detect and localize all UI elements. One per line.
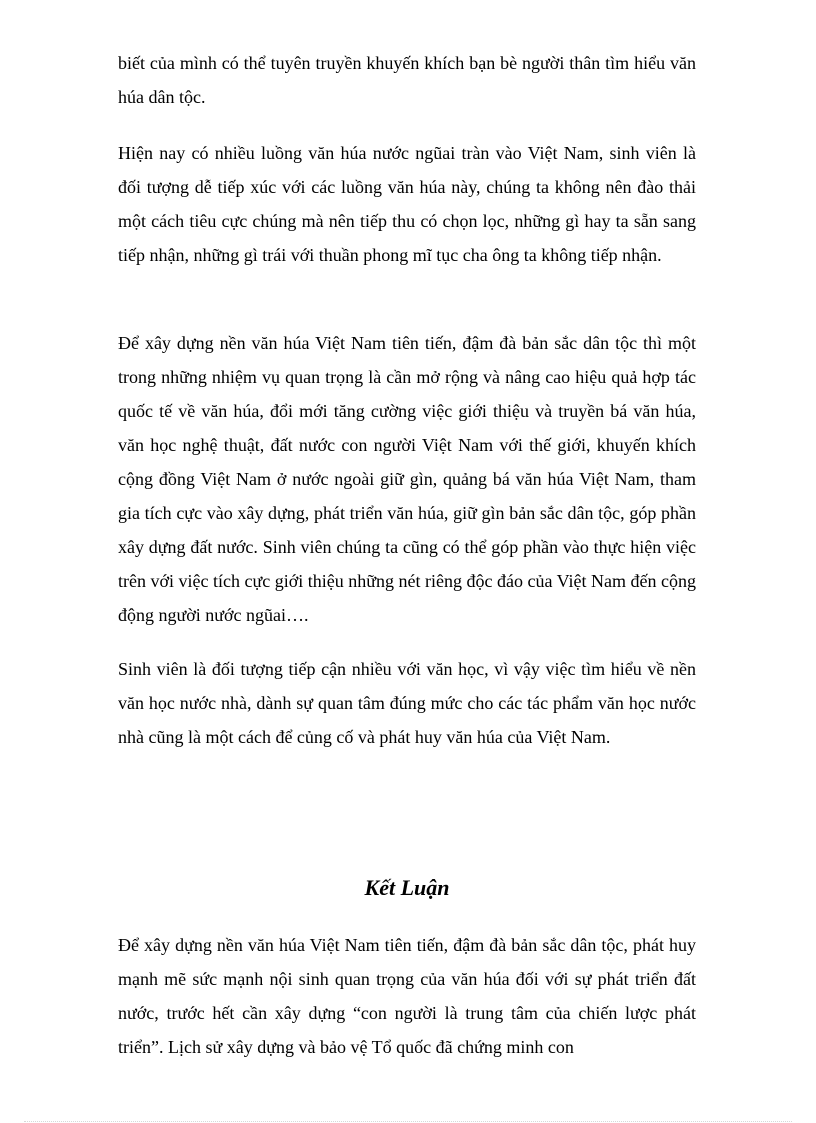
paragraph-literature	[118, 652, 696, 754]
paragraph-conclusion	[118, 928, 696, 1064]
paragraph-text: Hiện nay có nhiều luồng văn húa nước ngũai tràn vào Việt Nam, sinh viên là đối tượng dễ tiếp xúc với các luồng văn húa này, chúng ta không nên đào thải một cách tiêu cực chúng mà nên tiếp thu có chọn lọc, những gì hay ta sẵn sang tiếp nhận, những gì trái với thuần phong mĩ tục cha ông ta không tiếp nhận.	[118, 143, 696, 265]
paragraph-continued	[118, 46, 696, 114]
paragraph-text: Để xây dựng nền văn húa Việt Nam tiên tiến, đậm đà bản sắc dân tộc, phát huy mạnh mẽ sức mạnh nội sinh quan trọng của văn húa đối với sự phát triển đất nước, trước hết cần xây dựng “con người là trung tâm của chiến lược phát triển”. Lịch sử xây dựng và bảo vệ Tổ quốc đã chứng minh con	[118, 935, 696, 1057]
paragraph-international-cooperation	[118, 326, 696, 632]
paragraph-foreign-culture	[118, 136, 696, 272]
paragraph-text: Sinh viên là đối tượng tiếp cận nhiều với văn học, vì vậy việc tìm hiểu về nền văn học nước nhà, dành sự quan tâm đúng mức cho các tác phẩm văn học nước nhà cũng là một cách để củng cố và phát huy văn húa của Việt Nam.	[118, 659, 696, 747]
section-heading: Kết Luận	[364, 875, 450, 900]
paragraph-text: biết của mình có thể tuyên truyền khuyến khích bạn bè người thân tìm hiểu văn húa dân tộc.	[118, 53, 696, 107]
paragraph-text: Để xây dựng nền văn húa Việt Nam tiên tiến, đậm đà bản sắc dân tộc thì một trong những nhiệm vụ quan trọng là cần mở rộng và nâng cao hiệu quả hợp tác quốc tế về văn húa, đổi mới tăng cường việc giới thiệu và truyền bá văn húa, văn học nghệ thuật, đất nước con người Việt Nam với thế giới, khuyến khích cộng đồng Việt Nam ở nước ngoài giữ gìn, quảng bá văn húa Việt Nam, tham gia tích cực vào xây dựng, phát triển văn húa, giữ gìn bản sắc dân tộc, góp phần xây dựng đất nước. Sinh viên chúng ta cũng có thể góp phần vào thực hiện việc trên với việc tích cực giới thiệu những nét riêng độc đáo của Việt Nam đến cộng động người nước ngũai….	[118, 333, 696, 625]
page-bottom-divider	[24, 1121, 792, 1122]
